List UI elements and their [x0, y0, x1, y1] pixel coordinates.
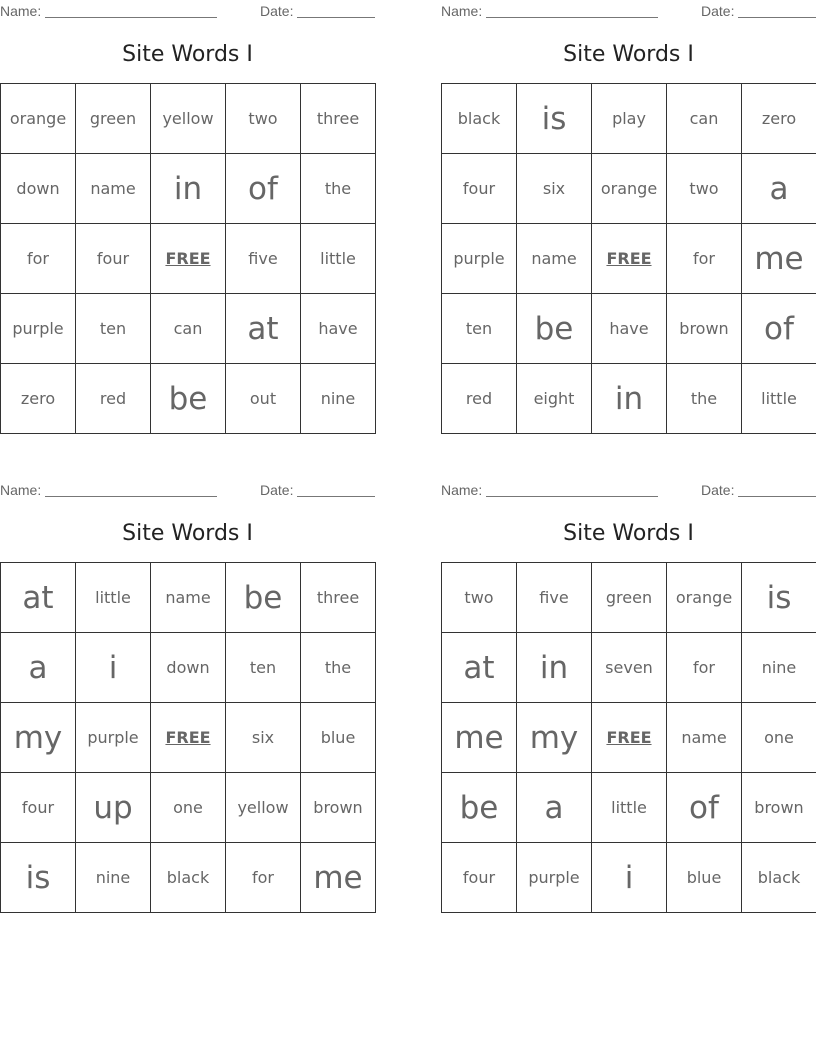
card-title: Site Words I [122, 42, 253, 67]
word-cell[interactable]: brown [742, 773, 816, 843]
word-cell[interactable]: name [667, 703, 742, 773]
word-cell[interactable]: blue [667, 843, 742, 913]
grid-row [442, 154, 816, 224]
word-cell[interactable]: two [667, 154, 742, 224]
word-cell[interactable]: can [667, 84, 742, 154]
grid-row [442, 773, 816, 843]
word-cell[interactable]: in [517, 633, 592, 703]
date-blank-line[interactable] [738, 17, 816, 18]
name-label: Name: [0, 3, 42, 19]
name-date-header [441, 479, 816, 499]
word-cell[interactable]: zero [1, 364, 76, 434]
word-cell[interactable]: out [226, 364, 301, 434]
word-cell[interactable]: ten [226, 633, 301, 703]
word-cell[interactable]: two [442, 563, 517, 633]
word-cell[interactable]: i [592, 843, 667, 913]
word-cell[interactable]: little [76, 563, 151, 633]
grid-row [442, 633, 816, 703]
word-cell[interactable]: red [76, 364, 151, 434]
bingo-grid [441, 562, 816, 913]
bingo-card [441, 479, 816, 913]
word-cell[interactable]: five [517, 563, 592, 633]
name-blank-line[interactable] [45, 17, 217, 18]
word-cell[interactable]: six [226, 703, 301, 773]
word-cell[interactable]: green [76, 84, 151, 154]
word-cell[interactable]: of [667, 773, 742, 843]
grid-row [1, 364, 376, 434]
word-cell[interactable]: four [76, 224, 151, 294]
grid-row [1, 84, 376, 154]
word-cell[interactable]: is [742, 563, 816, 633]
word-cell[interactable]: name [517, 224, 592, 294]
word-cell[interactable]: at [226, 294, 301, 364]
word-cell[interactable]: at [1, 563, 76, 633]
bingo-card [441, 0, 816, 434]
word-cell[interactable]: red [442, 364, 517, 434]
word-cell[interactable]: seven [592, 633, 667, 703]
word-cell[interactable]: orange [667, 563, 742, 633]
word-cell[interactable]: for [1, 224, 76, 294]
word-cell[interactable]: purple [1, 294, 76, 364]
word-cell[interactable]: be [442, 773, 517, 843]
word-cell[interactable]: eight [517, 364, 592, 434]
word-cell[interactable]: a [517, 773, 592, 843]
grid-row [1, 563, 376, 633]
name-date-header [0, 0, 375, 20]
grid-row [442, 563, 816, 633]
word-cell[interactable]: for [226, 843, 301, 913]
word-cell[interactable]: me [301, 843, 376, 913]
word-cell[interactable]: four [1, 773, 76, 843]
word-cell[interactable]: a [742, 154, 816, 224]
grid-row [1, 773, 376, 843]
bingo-card [0, 479, 375, 913]
free-space-cell[interactable]: FREE [151, 703, 226, 773]
word-cell[interactable]: my [517, 703, 592, 773]
grid-row [442, 703, 816, 773]
word-cell[interactable]: zero [742, 84, 816, 154]
word-cell[interactable]: play [592, 84, 667, 154]
word-cell[interactable]: for [667, 633, 742, 703]
name-date-header [441, 0, 816, 20]
word-cell[interactable]: a [1, 633, 76, 703]
word-cell[interactable]: yellow [151, 84, 226, 154]
bingo-card [0, 0, 375, 434]
word-cell[interactable]: in [592, 364, 667, 434]
grid-row [442, 84, 816, 154]
word-cell[interactable]: up [76, 773, 151, 843]
name-date-header [0, 479, 375, 499]
word-cell[interactable]: me [742, 224, 816, 294]
word-cell[interactable]: the [301, 633, 376, 703]
word-cell[interactable]: three [301, 563, 376, 633]
word-cell[interactable]: be [151, 364, 226, 434]
name-label: Name: [441, 3, 483, 19]
grid-row [1, 154, 376, 224]
word-cell[interactable]: three [301, 84, 376, 154]
word-cell[interactable]: orange [592, 154, 667, 224]
word-cell[interactable]: at [442, 633, 517, 703]
name-blank-line[interactable] [486, 17, 658, 18]
name-label: Name: [0, 482, 42, 498]
word-cell[interactable]: be [517, 294, 592, 364]
free-space-cell[interactable]: FREE [592, 703, 667, 773]
word-cell[interactable]: one [151, 773, 226, 843]
word-cell[interactable]: brown [667, 294, 742, 364]
date-blank-line[interactable] [297, 496, 375, 497]
word-cell[interactable]: black [442, 84, 517, 154]
word-cell[interactable]: is [1, 843, 76, 913]
grid-row [1, 294, 376, 364]
word-cell[interactable]: name [76, 154, 151, 224]
word-cell[interactable]: down [151, 633, 226, 703]
name-blank-line[interactable] [45, 496, 217, 497]
word-cell[interactable]: the [301, 154, 376, 224]
bingo-grid [0, 83, 376, 434]
word-cell[interactable]: nine [76, 843, 151, 913]
date-blank-line[interactable] [738, 496, 816, 497]
word-cell[interactable]: purple [442, 224, 517, 294]
word-cell[interactable]: have [301, 294, 376, 364]
word-cell[interactable]: black [742, 843, 816, 913]
free-space-cell[interactable]: FREE [151, 224, 226, 294]
word-cell[interactable]: of [226, 154, 301, 224]
word-cell[interactable]: orange [1, 84, 76, 154]
word-cell[interactable]: blue [301, 703, 376, 773]
word-cell[interactable]: green [592, 563, 667, 633]
word-cell[interactable]: black [151, 843, 226, 913]
word-cell[interactable]: me [442, 703, 517, 773]
date-label: Date: [701, 3, 735, 19]
grid-row [1, 224, 376, 294]
word-cell[interactable]: of [742, 294, 816, 364]
card-title: Site Words I [122, 521, 253, 546]
word-cell[interactable]: two [226, 84, 301, 154]
word-cell[interactable]: is [517, 84, 592, 154]
date-label: Date: [260, 3, 294, 19]
grid-row [1, 843, 376, 913]
grid-row [442, 364, 816, 434]
free-space-cell[interactable]: FREE [592, 224, 667, 294]
name-blank-line[interactable] [486, 496, 658, 497]
word-cell[interactable]: four [442, 154, 517, 224]
word-cell[interactable]: i [76, 633, 151, 703]
word-cell[interactable]: down [1, 154, 76, 224]
word-cell[interactable]: ten [442, 294, 517, 364]
word-cell[interactable]: purple [517, 843, 592, 913]
word-cell[interactable]: little [301, 224, 376, 294]
bingo-grid [0, 562, 376, 913]
date-label: Date: [260, 482, 294, 498]
card-title: Site Words I [563, 521, 694, 546]
word-cell[interactable]: brown [301, 773, 376, 843]
word-cell[interactable]: little [742, 364, 816, 434]
word-cell[interactable]: nine [301, 364, 376, 434]
word-cell[interactable]: six [517, 154, 592, 224]
date-blank-line[interactable] [297, 17, 375, 18]
card-title: Site Words I [563, 42, 694, 67]
word-cell[interactable]: five [226, 224, 301, 294]
grid-row [442, 224, 816, 294]
word-cell[interactable]: one [742, 703, 816, 773]
word-cell[interactable]: the [667, 364, 742, 434]
word-cell[interactable]: can [151, 294, 226, 364]
word-cell[interactable]: in [151, 154, 226, 224]
word-cell[interactable]: name [151, 563, 226, 633]
word-cell[interactable]: be [226, 563, 301, 633]
grid-row [1, 633, 376, 703]
word-cell[interactable]: for [667, 224, 742, 294]
word-cell[interactable]: have [592, 294, 667, 364]
word-cell[interactable]: four [442, 843, 517, 913]
date-label: Date: [701, 482, 735, 498]
grid-row [442, 843, 816, 913]
word-cell[interactable]: yellow [226, 773, 301, 843]
bingo-grid [441, 83, 816, 434]
word-cell[interactable]: ten [76, 294, 151, 364]
name-label: Name: [441, 482, 483, 498]
word-cell[interactable]: my [1, 703, 76, 773]
word-cell[interactable]: purple [76, 703, 151, 773]
grid-row [1, 703, 376, 773]
word-cell[interactable]: little [592, 773, 667, 843]
grid-row [442, 294, 816, 364]
word-cell[interactable]: nine [742, 633, 816, 703]
